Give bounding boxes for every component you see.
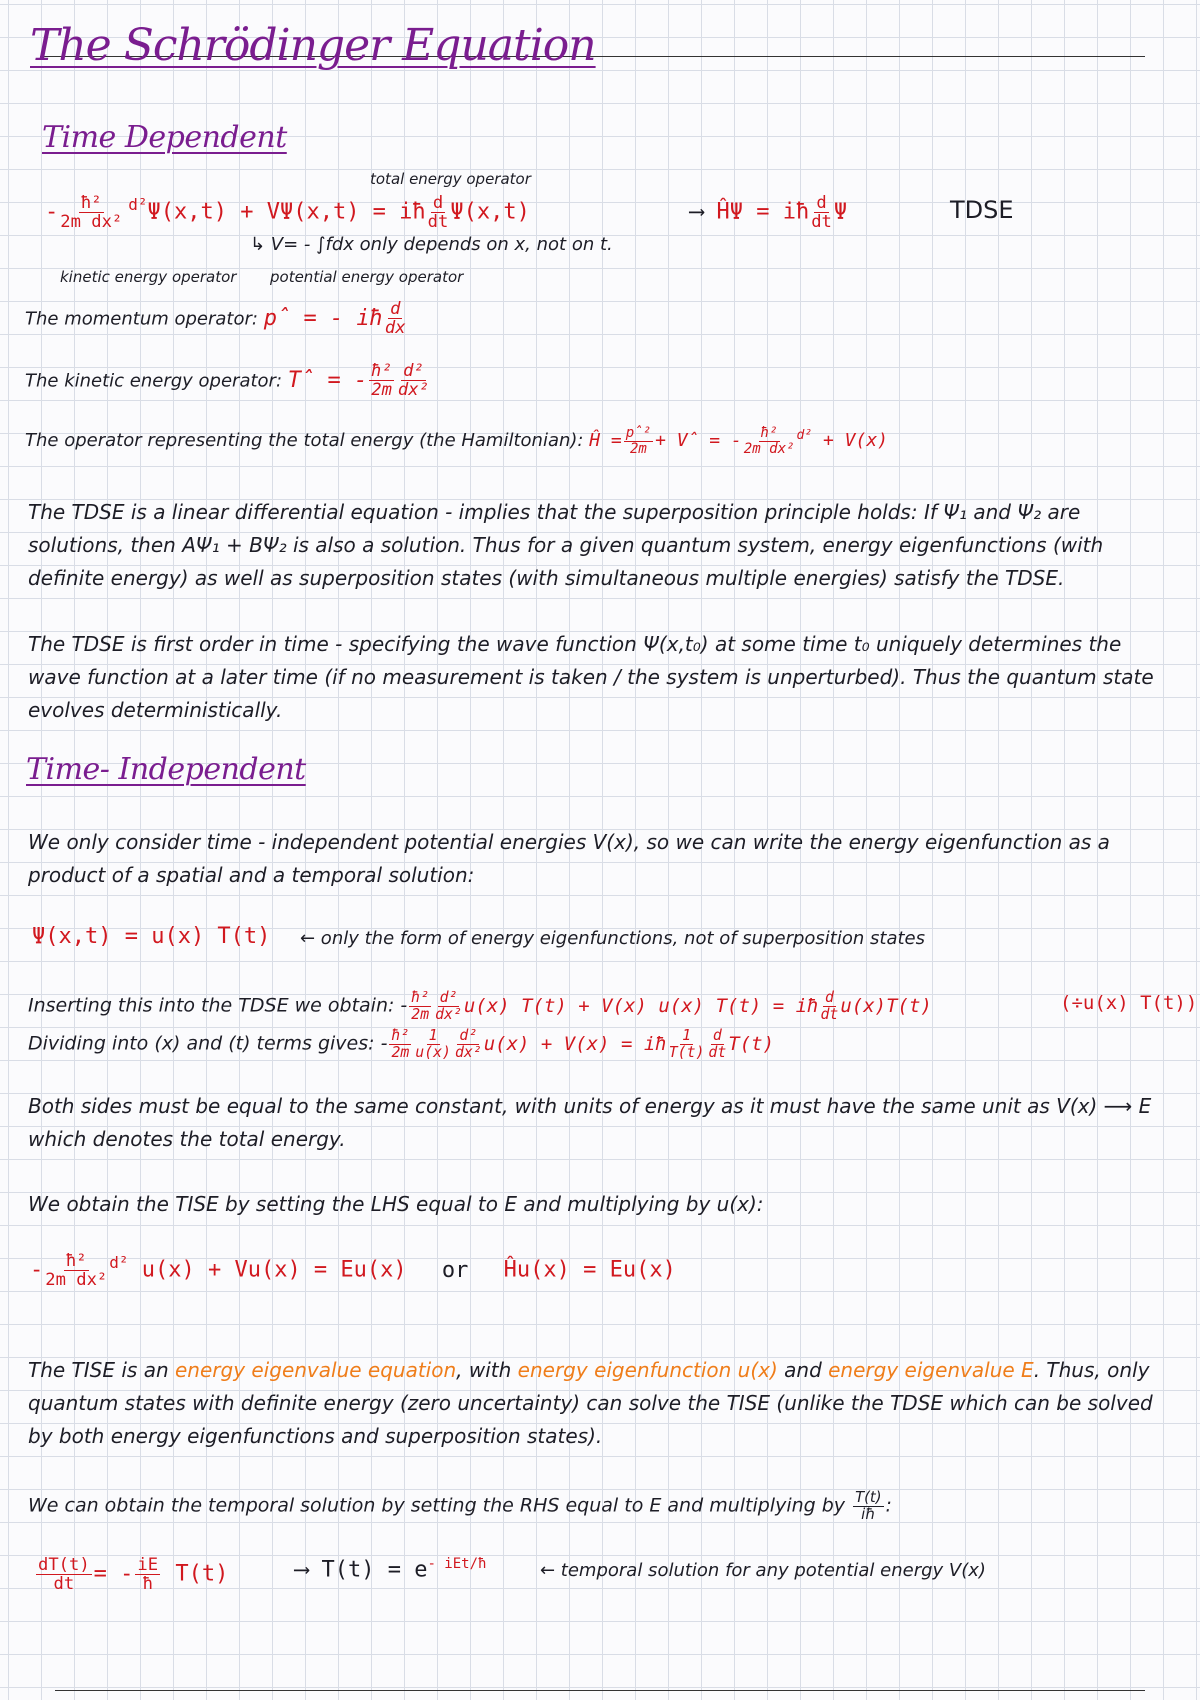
hamiltonian-eq: Ĥ = $\frac{\text{p̂²}}{2m}$ + V̂ = - $\frac{\text{ħ²}}{\text{2m dx²}}$ $^{d^2}$ + V(x) bbox=[589, 425, 888, 457]
tdse-d2-visible: d² bbox=[128, 195, 148, 215]
temporal-equation: $\frac{dT(t)}{dt}$ = - $\frac{iE}{ħ}$ T(t) bbox=[38, 1555, 229, 1594]
kinetic-line bbox=[25, 362, 431, 399]
potential-note: ↳ V= - ∫fdx only depends on x, not on t. bbox=[250, 234, 613, 255]
paragraph-linearity: The TDSE is a linear differential equation - implies that the superposition principle holds: If Ψ₁ and Ψ₂ are solutions, then AΨ₁ + BΨ₂ is also a solution. Thus for a given quantum system, energy eigenfunctions (with definite energy) as well as superposition states (with simultaneous multiple energies) satisfy the TDSE. bbox=[28, 500, 1104, 590]
hamiltonian-line bbox=[25, 426, 888, 456]
inserting-eq: $\frac{\text{ħ²}}{2m}$ $\frac{\text{d²}}{\text{dx²}}$ u(x) T(t) + V(x) u(x) T(t) = iħ $\frac{d}{dt}$ u(x)T(t) bbox=[411, 989, 932, 1023]
paragraph-temporal: We can obtain the temporal solution by setting the RHS equal to E and multiplying by $\frac{T(t)}{iħ}$ : bbox=[28, 1489, 892, 1523]
highlight-eigenvalue-equation: energy eigenvalue equation bbox=[174, 1358, 457, 1382]
highlight-eigenvalue: energy eigenvalue E bbox=[828, 1358, 1034, 1382]
kinetic-eq: T̂ = - $\frac{\text{ħ²}}{2m}$ $\frac{\text{d²}}{\text{dx²}}$ bbox=[287, 361, 429, 400]
tise-equation: - $\frac{\text{ħ²}}{\text{2m dx²}}$ $^{d^2}$ u(x) + Vu(x) = Eu(x) or Ĥu(x) = Eu(x) bbox=[30, 1251, 676, 1290]
tdse-d-dt: $\frac{d}{dt}$ bbox=[427, 193, 449, 232]
page-title: The Schrödinger Equation bbox=[30, 20, 596, 71]
tise-or: or bbox=[441, 1257, 469, 1283]
inserting-text: Inserting this into the TDSE we obtain: - bbox=[28, 994, 408, 1017]
kinetic-text: The kinetic energy operator: bbox=[25, 370, 283, 392]
potential-label: potential energy operator bbox=[270, 268, 464, 286]
temporal-multiplier: $\frac{T(t)}{iħ}$ bbox=[855, 1489, 882, 1523]
paragraph-eigenvalue: The TISE is an energy eigenvalue equation, with energy eigenfunction u(x) and energy eigenvalue E. Thus, only quantum states with definite energy (zero uncertainty) can solve the TISE (unlike the TDSE which can be solved by both energy eigenfunctions and superposition states). bbox=[28, 1358, 1153, 1448]
bottom-rule bbox=[55, 1690, 1145, 1691]
paragraph-constant: Both sides must be equal to the same constant, with units of energy as it must have the same unit as V(x) ⟶ E which denotes the total energy. bbox=[28, 1094, 1152, 1151]
tdse-compact-d-dt: $\frac{d}{dt}$ bbox=[811, 193, 832, 232]
arrow: ⟶ bbox=[690, 199, 704, 225]
tdse-compact-rhs: Ψ bbox=[833, 199, 848, 225]
total-energy-label: total energy operator bbox=[370, 170, 531, 188]
tdse-h2-over-2m: $\frac{\text{ħ²}}{\text{2m dx²}}$ bbox=[60, 193, 123, 232]
inserting-line bbox=[28, 990, 932, 1022]
heading-time-independent: Time- Independent bbox=[26, 752, 306, 787]
tdse-equation: - $\frac{\text{ħ²}}{\text{2m dx²}}$ $^{d^2}$Ψ(x,t) + VΨ(x,t) = iħ $\frac{d}{dt}$ Ψ(x,t) bbox=[45, 193, 530, 232]
momentum-eq: p̂ = - iħ $\frac{d}{dx}$ bbox=[263, 299, 406, 338]
tdse-compact-lhs: ĤΨ = iħ bbox=[716, 199, 810, 225]
paragraph-first-order: The TDSE is first order in time - specifying the wave function Ψ(x,t₀) at some time t₀ uniquely determines the wave function at a later time (if no measurement is taken / the system is unperturbed). Thus the quantum state evolves deterministically. bbox=[28, 632, 1154, 722]
tdse-compact bbox=[690, 194, 847, 231]
tise-compact: Ĥu(x) = Eu(x) bbox=[503, 1257, 676, 1283]
paragraph-time-independent: We only consider time - independent potential energies V(x), so we can write the energy eigenfunction as a product of a spatial and a temporal solution: bbox=[28, 830, 1110, 887]
highlight-eigenfunction: energy eigenfunction u(x) bbox=[517, 1358, 778, 1382]
kinetic-label: kinetic energy operator bbox=[60, 268, 237, 286]
product-equation: Ψ(x,t) = u(x) T(t) bbox=[32, 924, 271, 949]
dividing-line bbox=[28, 1028, 774, 1060]
momentum-line bbox=[25, 300, 408, 337]
heading-time-dependent: Time Dependent bbox=[42, 120, 287, 155]
hamiltonian-text: The operator representing the total energy (the Hamiltonian): bbox=[25, 430, 584, 452]
dividing-text: Dividing into (x) and (t) terms gives: - bbox=[28, 1032, 388, 1055]
momentum-text: The momentum operator: bbox=[25, 308, 258, 330]
product-note: ← only the form of energy eigenfunctions, not of superposition states bbox=[300, 928, 925, 949]
tdse-tag: TDSE bbox=[950, 196, 1014, 224]
paragraph-tise: We obtain the TISE by setting the LHS equal to E and multiplying by u(x): bbox=[28, 1192, 764, 1216]
dividing-eq: $\frac{\text{ħ²}}{2m}$ $\frac{1}{u(x)}$ $\frac{\text{d²}}{\text{dx²}}$ u(x) + V(x) = iħ $\frac{1}{T(t)}$ $\frac{d}{dt}$ T(t) bbox=[391, 1027, 775, 1061]
tdse-rhs: Ψ(x,t) bbox=[450, 199, 530, 225]
tdse-minus: - bbox=[45, 199, 59, 225]
divide-note: (÷u(x) T(t)) bbox=[1060, 992, 1198, 1014]
temporal-note: ← temporal solution for any potential energy V(x) bbox=[540, 1560, 986, 1581]
temporal-solution: ⟶ $T(t) = e^{- iEt/ħ}$ bbox=[295, 1556, 487, 1583]
tdse-lhs: Ψ(x,t) bbox=[147, 199, 227, 225]
